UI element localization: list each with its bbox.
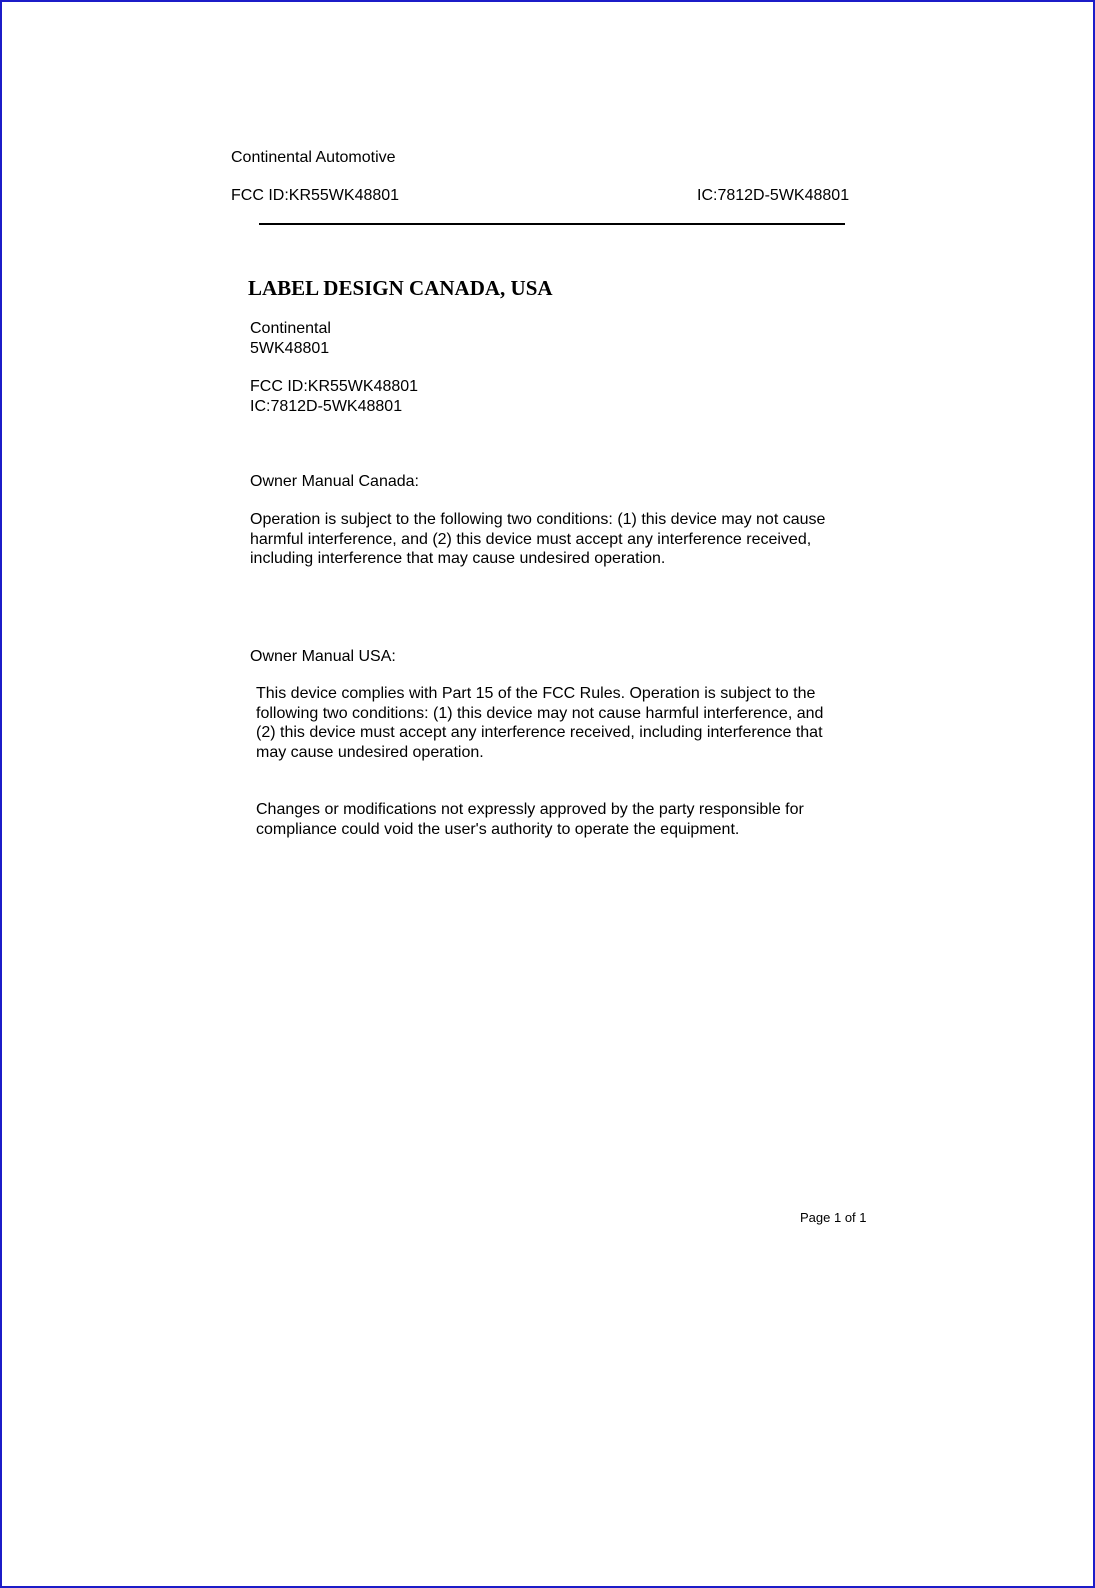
usa-paragraph [256, 684, 864, 762]
canada-line: Operation is subject to the following two conditions: (1) this device may not cause [250, 511, 826, 528]
company-name: Continental Automotive [231, 149, 396, 166]
changes-line: compliance could void the user's authority to operate the equipment. [256, 820, 740, 838]
label-brand: Continental [250, 320, 331, 337]
changes-paragraph [256, 800, 864, 839]
label-block [250, 319, 418, 416]
label-fcc-id: FCC ID:KR55WK48801 [250, 378, 419, 395]
changes-line: Changes or modifications not expressly approved by the party responsible for [256, 801, 804, 818]
header-divider [259, 223, 845, 225]
usa-heading: Owner Manual USA: [250, 648, 396, 665]
usa-line: This device complies with Part 15 of the FCC Rules. Operation is subject to the [256, 685, 816, 702]
page-title: LABEL DESIGN CANADA, USA [248, 276, 553, 300]
canada-line: harmful interference, and (2) this device must accept any interference received, [250, 530, 812, 548]
header-ic-id: IC:7812D-5WK48801 [697, 187, 850, 204]
page-number: Page 1 of 1 [800, 1210, 867, 1225]
usa-line: may cause undesired operation. [256, 743, 484, 761]
usa-line: (2) this device must accept any interference received, including interference that [256, 724, 823, 741]
canada-heading: Owner Manual Canada: [250, 473, 419, 490]
usa-line: following two conditions: (1) this device may not cause harmful interference, and [256, 704, 824, 722]
label-model: 5WK48801 [250, 339, 330, 357]
canada-paragraph [250, 510, 860, 569]
canada-line: including interference that may cause undesired operation. [250, 550, 666, 567]
label-ic-id: IC:7812D-5WK48801 [250, 397, 403, 415]
header-fcc-id: FCC ID:KR55WK48801 [231, 187, 400, 204]
